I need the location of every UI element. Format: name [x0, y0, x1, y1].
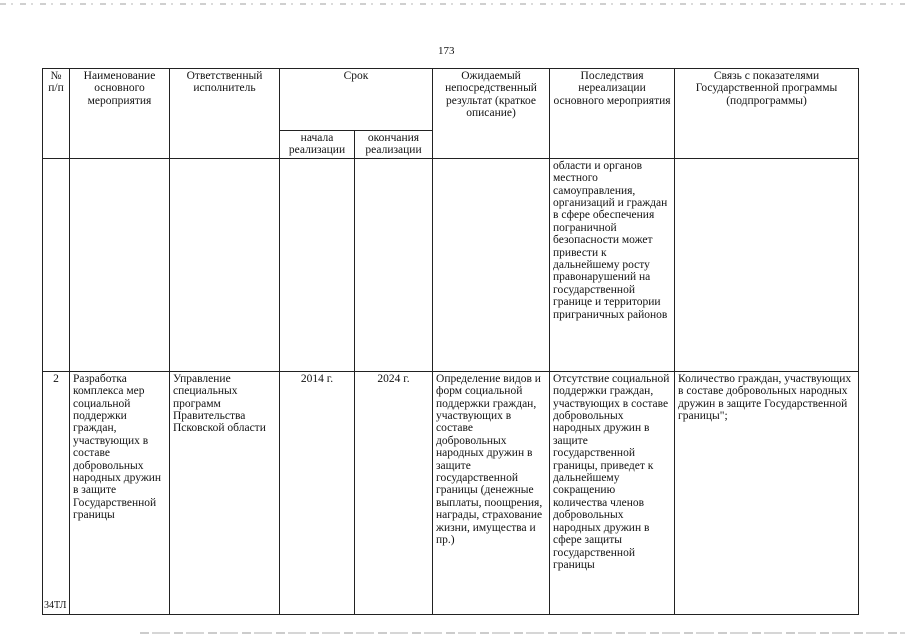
page-number: 173 — [438, 45, 455, 57]
cell-result — [433, 158, 550, 371]
table-row — [43, 371, 859, 614]
cell-link — [675, 158, 859, 371]
cell-end: 2024 г. — [355, 371, 433, 614]
cell-name: Разработка комплекса мер социальной поддержки граждан, участвующих в составе добровольных народных дружин в защите Государственной границы — [70, 371, 170, 614]
header-num: № п/п — [43, 69, 70, 159]
cell-result: Определение видов и форм социальной поддержки граждан, участвующих в составе добровольных народных дружин в защите государственной границы (денежные выплаты, поощрения, награды, страхование жизни, имущества и пр.) — [433, 371, 550, 614]
header-term-end: окончания реализации — [355, 131, 433, 159]
header-row — [43, 69, 859, 131]
header-executor: Ответственный исполнитель — [170, 69, 280, 159]
table-row — [43, 158, 859, 371]
scan-artifact-bottom — [140, 632, 905, 634]
measures-table — [42, 68, 859, 615]
cell-link: Количество граждан, участвующих в составе добровольных народных дружин в защите Государственной границы"; — [675, 371, 859, 614]
cell-start — [280, 158, 355, 371]
cell-consequences: Отсутствие социальной поддержки граждан, участвующих в составе добровольных народных дружин в защите государственной границы, приведет к дальнейшему сокращению количества членов добровольных народных дружин в сфере защиты государственной границы — [550, 371, 675, 614]
header-link: Связь с показателями Государственной программы (подпрограммы) — [675, 69, 859, 159]
header-name: Наименование основного мероприятия — [70, 69, 170, 159]
header-term-start: начала реализации — [280, 131, 355, 159]
cell-executor — [170, 158, 280, 371]
cell-consequences: области и органов местного самоуправления, организаций и граждан в сфере обеспечения пограничной безопасности может привести к дальнейшему росту правонарушений на государственной границе и территории приграничных районов — [550, 158, 675, 371]
footer-code: 34ТЛ — [44, 600, 67, 611]
header-term: Срок — [280, 69, 433, 131]
cell-num: 2 — [43, 371, 70, 614]
cell-start: 2014 г. — [280, 371, 355, 614]
cell-executor: Управление специальных программ Правительства Псковской области — [170, 371, 280, 614]
cell-end — [355, 158, 433, 371]
header-consequences: Последствия нереализации основного мероприятия — [550, 69, 675, 159]
scan-artifact-top — [0, 3, 905, 5]
cell-num — [43, 158, 70, 371]
header-result: Ожидаемый непосредственный результат (краткое описание) — [433, 69, 550, 159]
cell-name — [70, 158, 170, 371]
